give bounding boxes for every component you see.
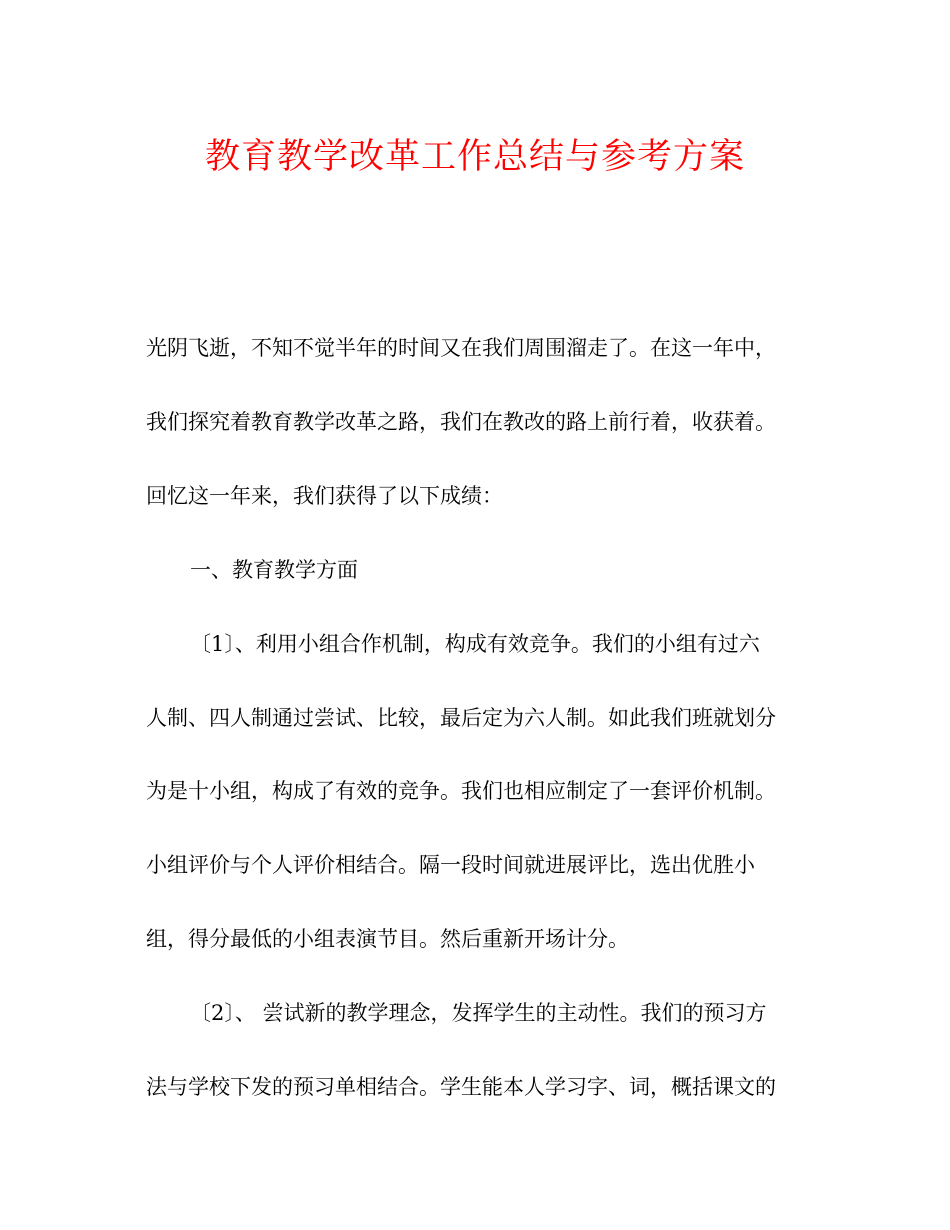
body-line-8: 小组评价与个人评价相结合。隔一段时间就进展评比，选出优胜小 — [146, 853, 755, 877]
body-line-3: 回忆这一年来，我们获得了以下成绩： — [146, 484, 503, 508]
body-line-1: 光阴飞逝，不知不觉半年的时间又在我们周围溜走了。在这一年中， — [146, 336, 776, 360]
body-line-9: 组，得分最低的小组表演节目。然后重新开场计分。 — [146, 927, 629, 951]
body-line-11: 法与学校下发的预习单相结合。学生能本人学习字、词，概括课文的 — [146, 1075, 776, 1099]
body-line-10: 〔2〕、 尝试新的教学理念，发挥学生的主动性。我们的预习方 — [190, 1001, 767, 1025]
body-line-5: 〔1〕、利用小组合作机制，构成有效竞争。我们的小组有过六 — [190, 632, 760, 656]
section-heading-1: 一、教育教学方面 — [190, 558, 358, 582]
document-title: 教育教学改革工作总结与参考方案 — [204, 137, 745, 177]
body-line-2: 我们探究着教育教学改革之路，我们在教改的路上前行着，收获着。 — [146, 410, 776, 434]
body-line-6: 人制、四人制通过尝试、比较，最后定为六人制。如此我们班就划分 — [146, 706, 776, 730]
body-line-7: 为是十小组，构成了有效的竞争。我们也相应制定了一套评价机制。 — [146, 779, 776, 803]
